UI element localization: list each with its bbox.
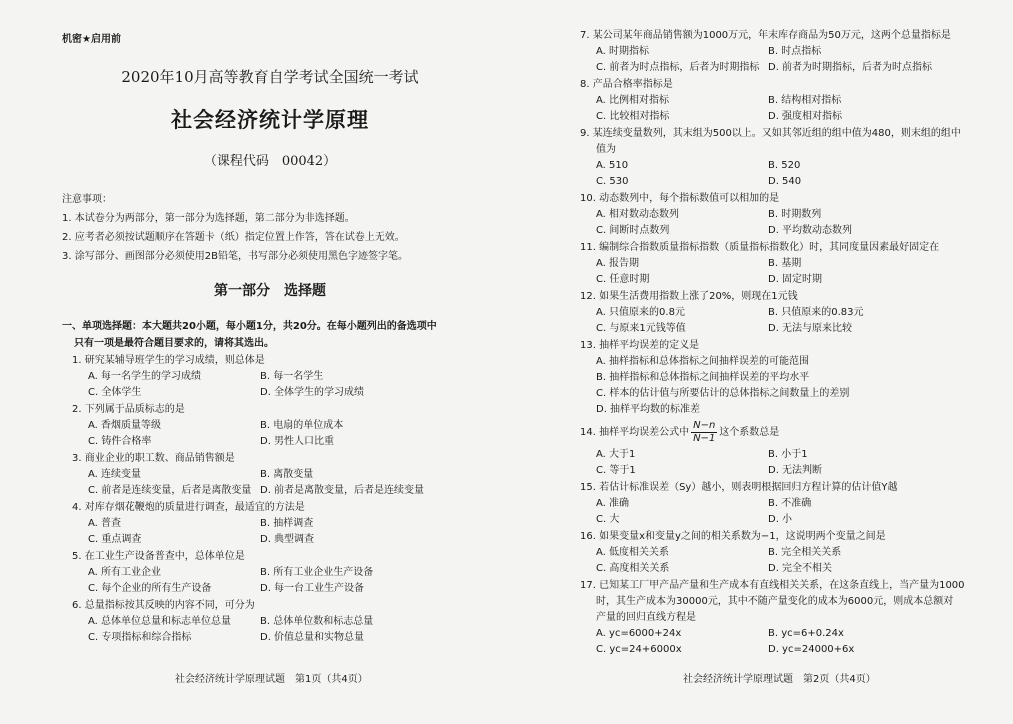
question-stem xyxy=(580,419,990,447)
question-list-page-2 xyxy=(580,28,990,659)
answer-option: B. 抽样指标和总体指标之间抽样误差的平均水平 xyxy=(596,372,810,383)
answer-option: C. 全体学生 xyxy=(88,387,142,398)
answer-option: B. 离散变量 xyxy=(260,469,314,480)
options-grid xyxy=(580,496,990,528)
question-stem: 16. 如果变量x和变量y之间的相关系数为−1，这说明两个变量之间是 xyxy=(580,531,886,542)
notice-item: 1. 本试卷分为两部分，第一部分为选择题，第二部分为非选择题。 xyxy=(62,213,355,224)
answer-option: D. 典型调查 xyxy=(260,534,315,545)
answer-option: C. 等于1 xyxy=(596,465,636,476)
section-line: 只有一项是最符合题目要求的，请将其选出。 xyxy=(74,338,274,349)
answer-option: B. 每一名学生 xyxy=(260,371,324,382)
options-grid xyxy=(580,207,990,239)
answer-option: D. 540 xyxy=(768,176,802,187)
answer-option: A. 低度相关关系 xyxy=(596,547,670,558)
answer-option: C. 高度相关关系 xyxy=(596,563,670,574)
answer-option: A. 报告期 xyxy=(596,258,640,269)
exam-title: 2020年10月高等教育自学考试全国统一考试 xyxy=(121,68,419,86)
answer-option: D. 无法与原来比较 xyxy=(768,323,853,334)
answer-option: A. 时期指标 xyxy=(596,46,650,57)
question-stem: 2. 下列属于品质标志的是 xyxy=(72,404,185,415)
question-item xyxy=(72,353,492,401)
answer-option: A. 比例相对指标 xyxy=(596,95,670,106)
options-grid xyxy=(580,305,990,337)
fraction-denominator: N−1 xyxy=(693,432,716,444)
answer-option: B. yc=6+0.24x xyxy=(768,628,844,639)
options-grid xyxy=(580,44,990,76)
answer-option: D. 前者为时期指标，后者为时点指标 xyxy=(768,62,933,73)
answer-option: B. 完全相关关系 xyxy=(768,547,842,558)
answer-option: A. 抽样指标和总体指标之间抽样误差的可能范围 xyxy=(596,356,810,367)
answer-option: B. 小于1 xyxy=(768,449,808,460)
answer-option: D. 无法判断 xyxy=(768,465,823,476)
answer-option: D. 平均数动态数列 xyxy=(768,225,853,236)
answer-option: D. 完全不相关 xyxy=(768,563,833,574)
answer-option: A. 总体单位总量和标志单位总量 xyxy=(88,616,232,627)
question-item xyxy=(72,500,492,548)
question-stem-post: 这个系数总是 xyxy=(719,427,780,438)
question-stem-cont: 产量的回归直线方程是 xyxy=(596,612,696,623)
question-stem: 13. 抽样平均误差的定义是 xyxy=(580,340,700,351)
answer-option: A. 连续变量 xyxy=(88,469,142,480)
answer-option: A. 香烟质量等级 xyxy=(88,420,162,431)
answer-option: B. 所有工业企业生产设备 xyxy=(260,567,374,578)
confidential-label: 机密★启用前 xyxy=(62,34,121,45)
options-grid xyxy=(72,369,492,401)
answer-option: A. 大于1 xyxy=(596,449,636,460)
question-stem: 11. 编制综合指数质量指标指数（质量指标指数化）时，其同度量因素最好固定在 xyxy=(580,242,940,253)
question-item xyxy=(72,451,492,499)
question-item xyxy=(72,549,492,597)
answer-option: B. 结构相对指标 xyxy=(768,95,842,106)
question-stem: 4. 对库存烟花鞭炮的质量进行调查，最适宜的方法是 xyxy=(72,502,305,513)
answer-option: C. 每个企业的所有生产设备 xyxy=(88,583,212,594)
fraction-numerator: N−n xyxy=(693,419,716,431)
answer-option: B. 时点指标 xyxy=(768,46,822,57)
options-grid xyxy=(580,256,990,288)
question-stem: 15. 若估计标准误差（Sy）越小，则表明根据回归方程计算的估计值Y越 xyxy=(580,482,898,493)
answer-option: A. yc=6000+24x xyxy=(596,628,682,639)
question-item xyxy=(72,598,492,646)
answer-option: B. 总体单位数和标志总量 xyxy=(260,616,374,627)
question-item xyxy=(580,578,990,658)
question-stem: 12. 如果生活费用指数上涨了20%，则现在1元钱 xyxy=(580,291,798,302)
answer-option: A. 相对数动态数列 xyxy=(596,209,680,220)
question-item xyxy=(580,480,990,528)
question-item xyxy=(580,77,990,125)
answer-option: D. 价值总量和实物总量 xyxy=(260,632,365,643)
answer-option: C. 比较相对指标 xyxy=(596,111,670,122)
answer-option: C. 前者为时点指标，后者为时期指标 xyxy=(596,62,760,73)
answer-option: C. 与原来1元钱等值 xyxy=(596,323,686,334)
answer-option: C. 样本的估计值与所要估计的总体指标之间数量上的差别 xyxy=(596,388,850,399)
answer-option: D. 每一台工业生产设备 xyxy=(260,583,365,594)
question-item xyxy=(580,289,990,337)
options-grid xyxy=(580,447,990,479)
question-stem-cont: 时，其生产成本为30000元，其中不随产量变化的成本为6000元，则成本总额对 xyxy=(596,596,954,607)
answer-option: D. 男性人口比重 xyxy=(260,436,335,447)
notice-item: 2. 应考者必须按试题顺序在答题卡（纸）指定位置上作答，答在试卷上无效。 xyxy=(62,232,405,243)
options-grid xyxy=(72,418,492,450)
answer-option: C. yc=24+6000x xyxy=(596,644,682,655)
options-grid xyxy=(580,626,990,658)
question-item xyxy=(580,338,990,418)
answer-option: D. 前者是离散变量，后者是连续变量 xyxy=(260,485,425,496)
page-footer-2: 社会经济统计学原理试题 第2页（共4页） xyxy=(683,674,876,685)
answer-option: C. 间断时点数列 xyxy=(596,225,670,236)
options-grid xyxy=(580,545,990,577)
question-item xyxy=(580,240,990,288)
question-stem: 3. 商业企业的职工数、商品销售额是 xyxy=(72,453,235,464)
question-item xyxy=(72,402,492,450)
part-title: 第一部分 选择题 xyxy=(214,283,326,299)
answer-option: C. 530 xyxy=(596,176,629,187)
answer-option: A. 普查 xyxy=(88,518,122,529)
question-stem: 1. 研究某辅导班学生的学习成绩，则总体是 xyxy=(72,355,265,366)
question-stem: 17. 已知某工厂甲产品产量和生产成本有直线相关关系，在这条直线上，当产量为1000 xyxy=(580,580,965,591)
answer-option: A. 每一名学生的学习成绩 xyxy=(88,371,202,382)
question-item xyxy=(580,191,990,239)
question-stem: 7. 某公司某年商品销售额为1000万元，年末库存商品为50万元，这两个总量指标是 xyxy=(580,30,951,41)
course-code: （课程代码 00042） xyxy=(203,154,337,169)
answer-option: D. 全体学生的学习成绩 xyxy=(260,387,365,398)
answer-option: B. 不准确 xyxy=(768,498,812,509)
notice-item: 3. 涂写部分、画图部分必须使用2B铅笔，书写部分必须使用黑色字迹签字笔。 xyxy=(62,251,408,262)
question-list-page-1 xyxy=(72,353,492,647)
options-grid xyxy=(72,516,492,548)
answer-option: C. 任意时期 xyxy=(596,274,650,285)
answer-option: B. 电扇的单位成本 xyxy=(260,420,344,431)
fraction-formula xyxy=(691,420,717,445)
answer-option: C. 铸件合格率 xyxy=(88,436,152,447)
options-grid xyxy=(580,158,990,190)
answer-option: D. 强度相对指标 xyxy=(768,111,843,122)
answer-option: B. 基期 xyxy=(768,258,802,269)
answer-option: C. 前者是连续变量，后者是离散变量 xyxy=(88,485,252,496)
notice-block xyxy=(62,190,408,266)
question-stem: 9. 某连续变量数列，其末组为500以上。又如其邻近组的组中值为480，则末组的组中 xyxy=(580,128,961,139)
answer-option: D. 小 xyxy=(768,514,793,525)
options-grid xyxy=(72,467,492,499)
answer-option: C. 大 xyxy=(596,514,620,525)
answer-option: A. 所有工业企业 xyxy=(88,567,162,578)
question-item xyxy=(580,419,990,479)
question-stem: 6. 总量指标按其反映的内容不同，可分为 xyxy=(72,600,255,611)
question-stem-pre: 14. 抽样平均误差公式中 xyxy=(580,427,690,438)
options-grid xyxy=(72,565,492,597)
options-grid xyxy=(580,93,990,125)
answer-option: B. 只值原来的0.83元 xyxy=(768,307,864,318)
question-item xyxy=(580,529,990,577)
question-stem: 10. 动态数列中，每个指标数值可以相加的是 xyxy=(580,193,780,204)
question-item xyxy=(580,126,990,190)
subject-title: 社会经济统计学原理 xyxy=(171,107,369,132)
answer-option: A. 只值原来的0.8元 xyxy=(596,307,685,318)
question-stem-cont: 值为 xyxy=(596,144,616,155)
answer-option: B. 时期数列 xyxy=(768,209,822,220)
question-stem: 5. 在工业生产设备普查中，总体单位是 xyxy=(72,551,245,562)
answer-option: D. yc=24000+6x xyxy=(768,644,855,655)
answer-option: B. 抽样调查 xyxy=(260,518,314,529)
answer-option: D. 固定时期 xyxy=(768,274,823,285)
page-footer-1: 社会经济统计学原理试题 第1页（共4页） xyxy=(175,674,368,685)
answer-option: A. 510 xyxy=(596,160,629,171)
question-stem: 8. 产品合格率指标是 xyxy=(580,79,673,90)
answer-option: B. 520 xyxy=(768,160,801,171)
options-grid xyxy=(72,614,492,646)
question-item xyxy=(580,28,990,76)
answer-option: A. 准确 xyxy=(596,498,630,509)
answer-option: C. 重点调查 xyxy=(88,534,142,545)
answer-option: C. 专项指标和综合指标 xyxy=(88,632,192,643)
section-line: 一、单项选择题：本大题共20小题，每小题1分，共20分。在每小题列出的备选项中 xyxy=(62,321,437,332)
notice-title: 注意事项： xyxy=(62,194,112,205)
answer-option: D. 抽样平均数的标准差 xyxy=(596,404,701,415)
section-instructions xyxy=(62,318,482,352)
